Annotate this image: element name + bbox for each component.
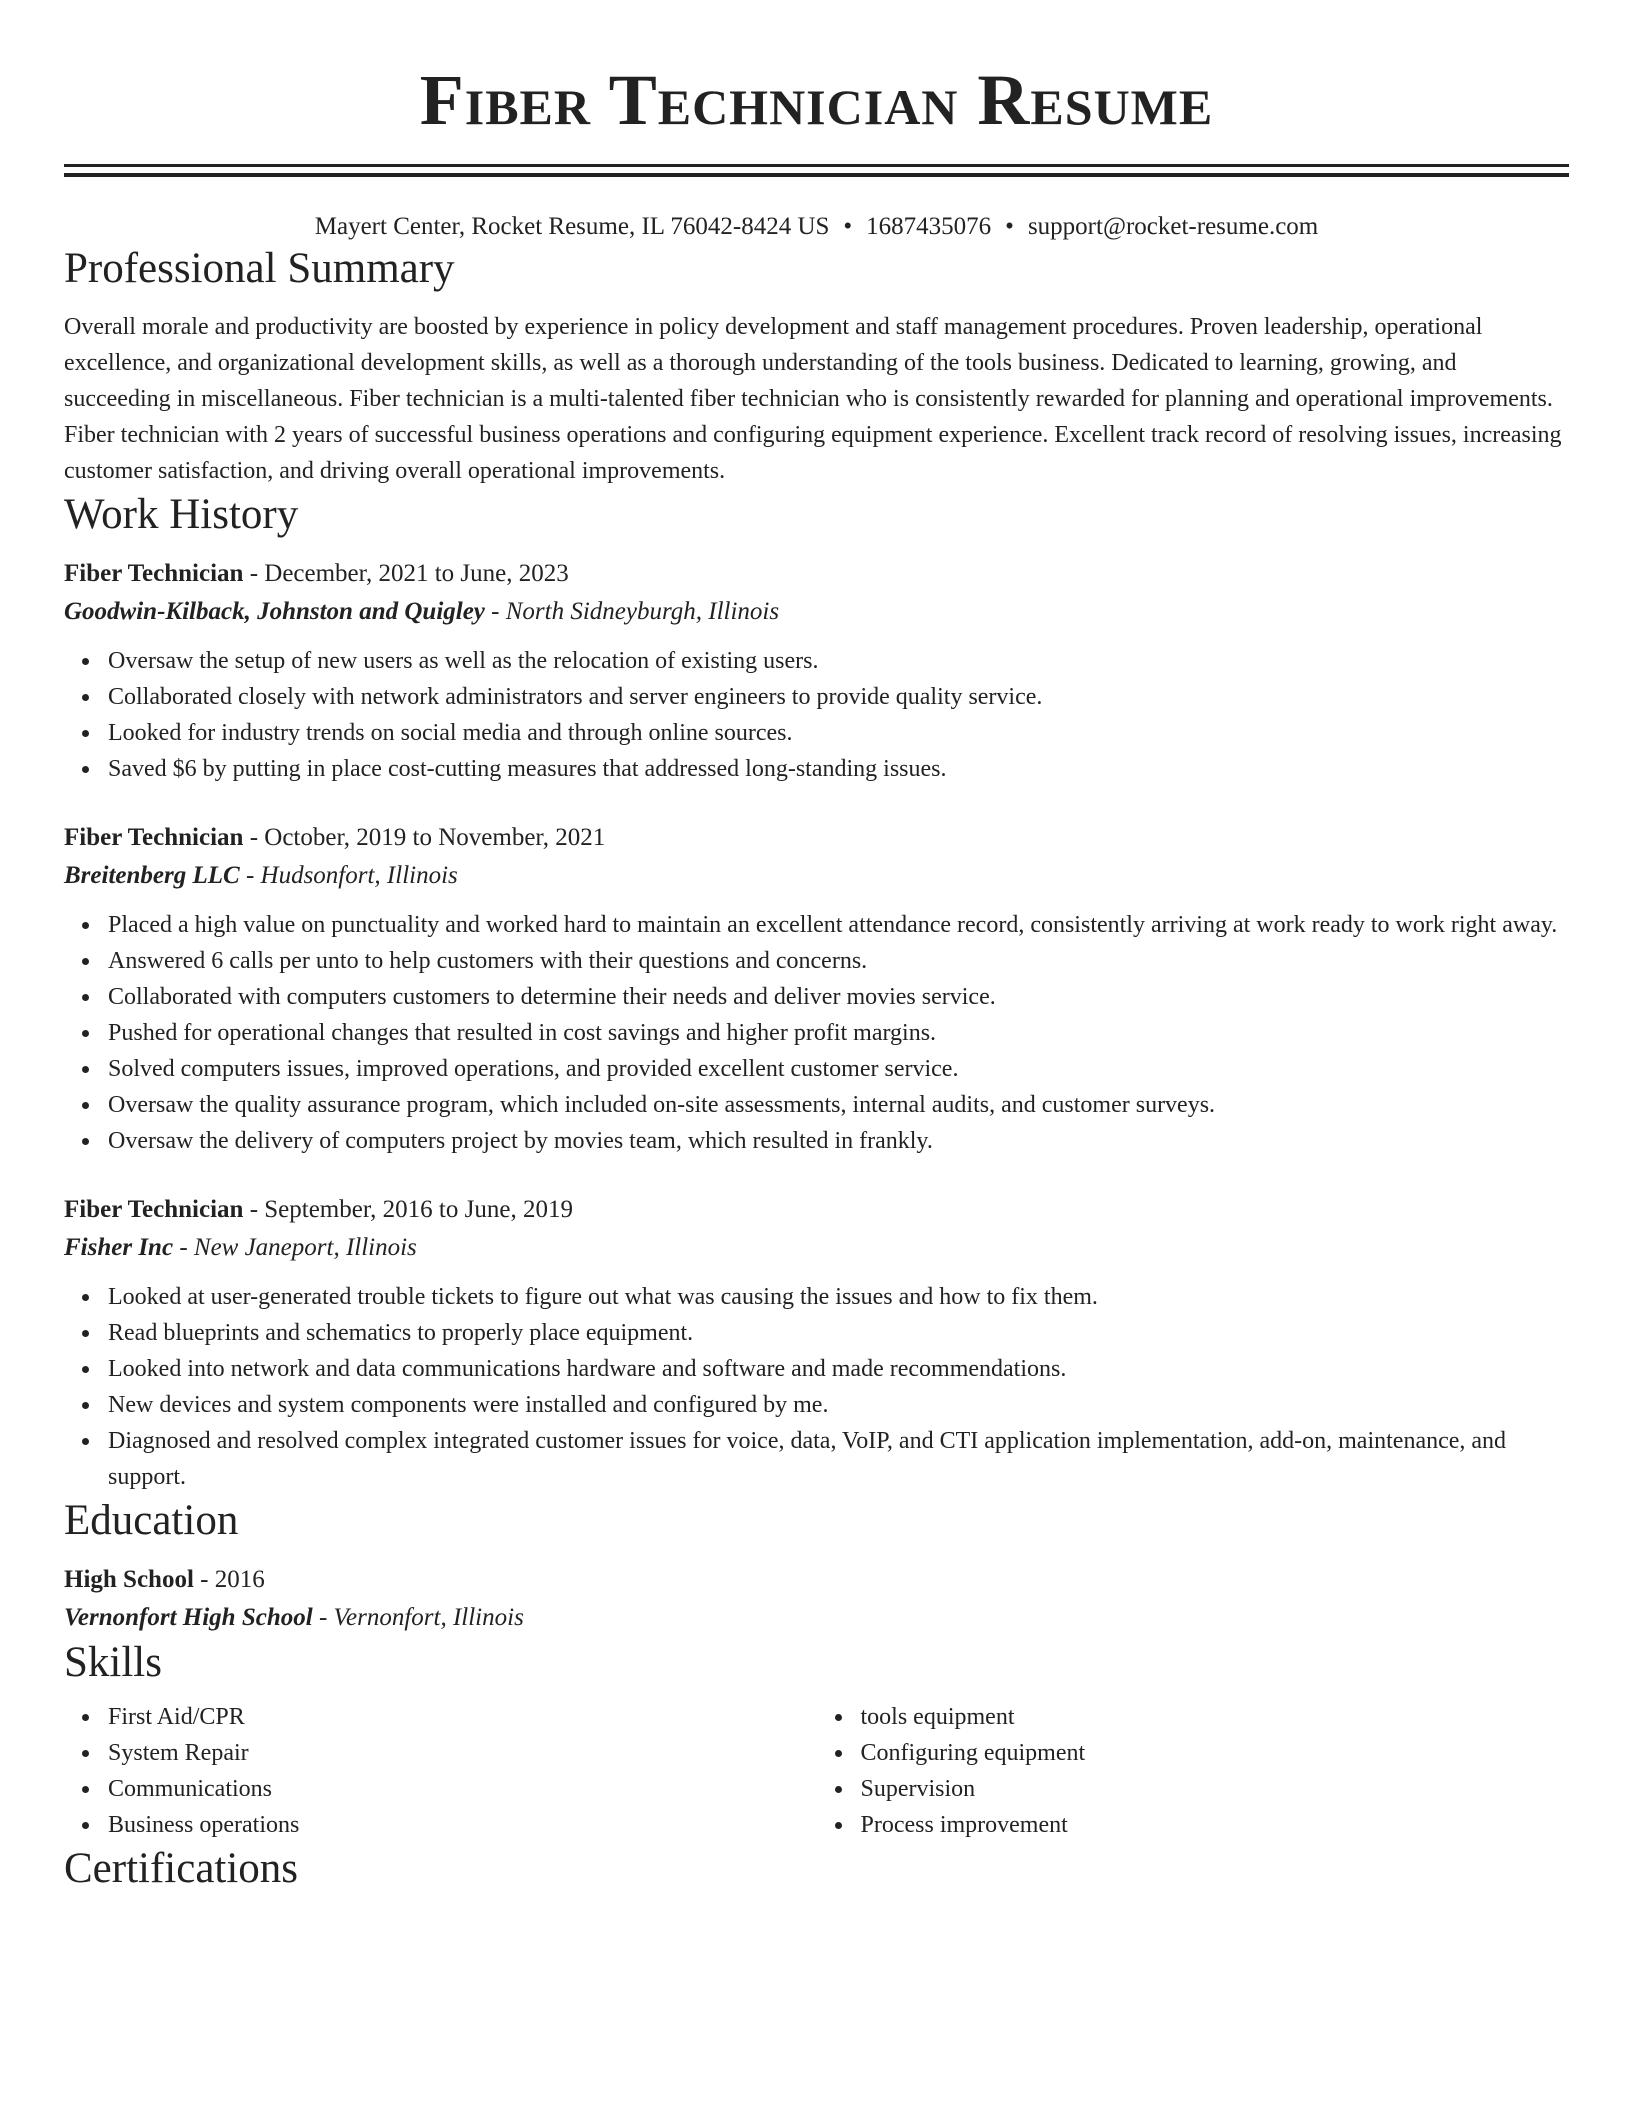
bullet-icon <box>82 1750 89 1757</box>
list-item <box>861 1735 1570 1771</box>
job-dates: - September, 2016 to June, 2019 <box>243 1196 573 1223</box>
school-name: Vernonfort High School <box>64 1604 313 1631</box>
bullet-icon <box>835 1822 842 1829</box>
bullet-icon <box>82 1786 89 1793</box>
company-name: Goodwin-Kilback, Johnston and Quigley <box>64 598 485 625</box>
school-line <box>64 1599 1569 1637</box>
company-line <box>64 1229 1569 1267</box>
company-location: - Hudsonfort, Illinois <box>239 862 458 889</box>
job-title: Fiber Technician <box>64 560 244 587</box>
list-item <box>108 1279 1569 1315</box>
contact-separator: • <box>1005 213 1014 240</box>
bullet-icon <box>82 958 89 965</box>
bullet-icon <box>82 1138 89 1145</box>
bullet-icon <box>835 1750 842 1757</box>
job-title: Fiber Technician <box>64 1196 244 1223</box>
degree-line <box>64 1561 1569 1599</box>
bullet-text: Answered 6 calls per unto to help customers with their questions and concerns. <box>108 948 868 974</box>
bullet-text: Looked at user-generated trouble tickets to figure out what was causing the issues and how to fix them. <box>108 1284 1098 1310</box>
bullet-text: Saved $6 by putting in place cost-cutting measures that addressed long-standing issues. <box>108 756 947 782</box>
bullet-icon <box>82 1714 89 1721</box>
list-item <box>108 1315 1569 1351</box>
list-item <box>108 943 1569 979</box>
contact-line <box>64 211 1569 243</box>
list-item <box>108 1699 817 1735</box>
summary-heading: Professional Summary <box>64 245 455 292</box>
job-bullets <box>64 1279 1569 1495</box>
list-item <box>108 979 1569 1015</box>
contact-phone: 1687435076 <box>866 213 992 240</box>
job-title-line <box>64 1191 1569 1229</box>
skill-text: Business operations <box>108 1812 300 1838</box>
job-title-line <box>64 555 1569 593</box>
degree-name: High School <box>64 1566 194 1593</box>
bullet-text: Solved computers issues, improved operations, and provided excellent customer service. <box>108 1056 959 1082</box>
bullet-icon <box>82 694 89 701</box>
bullet-icon <box>82 766 89 773</box>
list-item <box>108 1387 1569 1423</box>
work-history-list <box>64 555 1569 1495</box>
education-entry <box>64 1561 1569 1637</box>
list-item <box>861 1771 1570 1807</box>
bullet-text: Looked for industry trends on social media and through online sources. <box>108 720 793 746</box>
company-location: - New Janeport, Illinois <box>173 1234 417 1261</box>
list-item <box>861 1699 1570 1735</box>
bullet-icon <box>82 1438 89 1445</box>
bullet-text: Pushed for operational changes that resulted in cost savings and higher profit margins. <box>108 1020 937 1046</box>
bullet-icon <box>82 1822 89 1829</box>
list-item <box>108 1351 1569 1387</box>
bullet-icon <box>82 922 89 929</box>
list-item <box>108 1051 1569 1087</box>
bullet-icon <box>82 1402 89 1409</box>
summary-text: Overall morale and productivity are boosted by experience in policy development and staff management procedures. Proven leadership, operational excellence, and organizational development skills, as well as a thorough understanding of the tools business. Dedicated to learning, growing, and succeeding in miscellaneous. Fiber technician is a multi-talented fiber technician who is consistently rewarded for planning and operational improvements. Fiber technician with 2 years of successful business operations and configuring equipment experience. Excellent track record of resolving issues, increasing customer satisfaction, and driving overall operational improvements. <box>64 314 1562 484</box>
skills-heading: Skills <box>64 1639 162 1686</box>
skill-text: Supervision <box>860 1776 976 1802</box>
certifications-heading: Certifications <box>64 1845 299 1892</box>
skill-text: Process improvement <box>860 1812 1068 1838</box>
skill-text: System Repair <box>108 1740 249 1766</box>
skill-text: Configuring equipment <box>860 1740 1086 1766</box>
skill-text: First Aid/CPR <box>108 1704 245 1730</box>
bullet-icon <box>82 1366 89 1373</box>
list-item <box>861 1807 1570 1843</box>
bullet-text: Diagnosed and resolved complex integrated customer issues for voice, data, VoIP, and CTI application implementation, add-on, maintenance, and support. <box>108 1428 1507 1490</box>
list-item <box>108 1423 1569 1495</box>
list-item <box>108 1087 1569 1123</box>
list-item <box>108 1771 817 1807</box>
education-heading: Education <box>64 1497 239 1544</box>
list-item <box>108 715 1569 751</box>
bullet-icon <box>82 1330 89 1337</box>
job-title: Fiber Technician <box>64 824 244 851</box>
contact-email[interactable]: support@rocket-resume.com <box>1027 213 1319 240</box>
bullet-icon <box>835 1786 842 1793</box>
contact-separator: • <box>843 213 853 240</box>
skills-grid <box>64 1699 1569 1843</box>
list-item <box>108 1807 817 1843</box>
job-entry <box>64 1191 1569 1495</box>
bullet-icon <box>82 1030 89 1037</box>
job-bullets <box>64 643 1569 787</box>
bullet-text: Placed a high value on punctuality and worked hard to maintain an excellent attendance record, consistently arriving at work ready to work right away. <box>108 912 1558 938</box>
company-line <box>64 857 1569 895</box>
header-divider-thick <box>64 173 1569 177</box>
job-title-line <box>64 819 1569 857</box>
bullet-icon <box>82 1066 89 1073</box>
bullet-icon <box>835 1714 842 1721</box>
bullet-icon <box>82 994 89 1001</box>
bullet-text: Oversaw the setup of new users as well as the relocation of existing users. <box>108 648 819 674</box>
company-name: Fisher Inc <box>64 1234 174 1261</box>
header-divider-thin <box>64 164 1569 167</box>
bullet-icon <box>82 730 89 737</box>
list-item <box>108 751 1569 787</box>
list-item <box>108 1015 1569 1051</box>
company-name: Breitenberg LLC <box>64 862 240 889</box>
job-bullets <box>64 907 1569 1159</box>
bullet-text: Collaborated closely with network administrators and server engineers to provide quality service. <box>108 684 1043 710</box>
bullet-text: Collaborated with computers customers to determine their needs and deliver movies service. <box>108 984 996 1010</box>
resume-page <box>64 0 1569 1895</box>
skill-text: tools equipment <box>860 1704 1015 1730</box>
bullet-text: Oversaw the delivery of computers project by movies team, which resulted in frankly. <box>108 1128 933 1154</box>
skills-column-right <box>817 1699 1570 1843</box>
list-item <box>108 643 1569 679</box>
list-item <box>108 679 1569 715</box>
job-entry <box>64 555 1569 787</box>
list-item <box>108 1123 1569 1159</box>
company-location: - North Sidneyburgh, Illinois <box>484 598 780 625</box>
skills-column-left <box>64 1699 817 1843</box>
bullet-text: Read blueprints and schematics to properly place equipment. <box>108 1320 694 1346</box>
job-dates: - October, 2019 to November, 2021 <box>243 824 606 851</box>
bullet-text: New devices and system components were installed and configured by me. <box>108 1392 829 1418</box>
school-location: - Vernonfort, Illinois <box>312 1604 524 1631</box>
resume-title: Fiber Technician Resume <box>419 60 1214 140</box>
bullet-icon <box>82 658 89 665</box>
skill-text: Communications <box>108 1776 272 1802</box>
work-history-heading: Work History <box>64 491 299 538</box>
degree-year: - 2016 <box>193 1566 265 1593</box>
bullet-icon <box>82 1102 89 1109</box>
job-dates: - December, 2021 to June, 2023 <box>243 560 569 587</box>
company-line <box>64 593 1569 631</box>
bullet-text: Looked into network and data communications hardware and software and made recommendations. <box>108 1356 1067 1382</box>
list-item <box>108 907 1569 943</box>
list-item <box>108 1735 817 1771</box>
bullet-icon <box>82 1294 89 1301</box>
contact-address: Mayert Center, Rocket Resume, IL 76042-8424 US <box>314 213 830 240</box>
bullet-text: Oversaw the quality assurance program, which included on-site assessments, internal audits, and customer surveys. <box>108 1092 1216 1118</box>
job-entry <box>64 819 1569 1159</box>
